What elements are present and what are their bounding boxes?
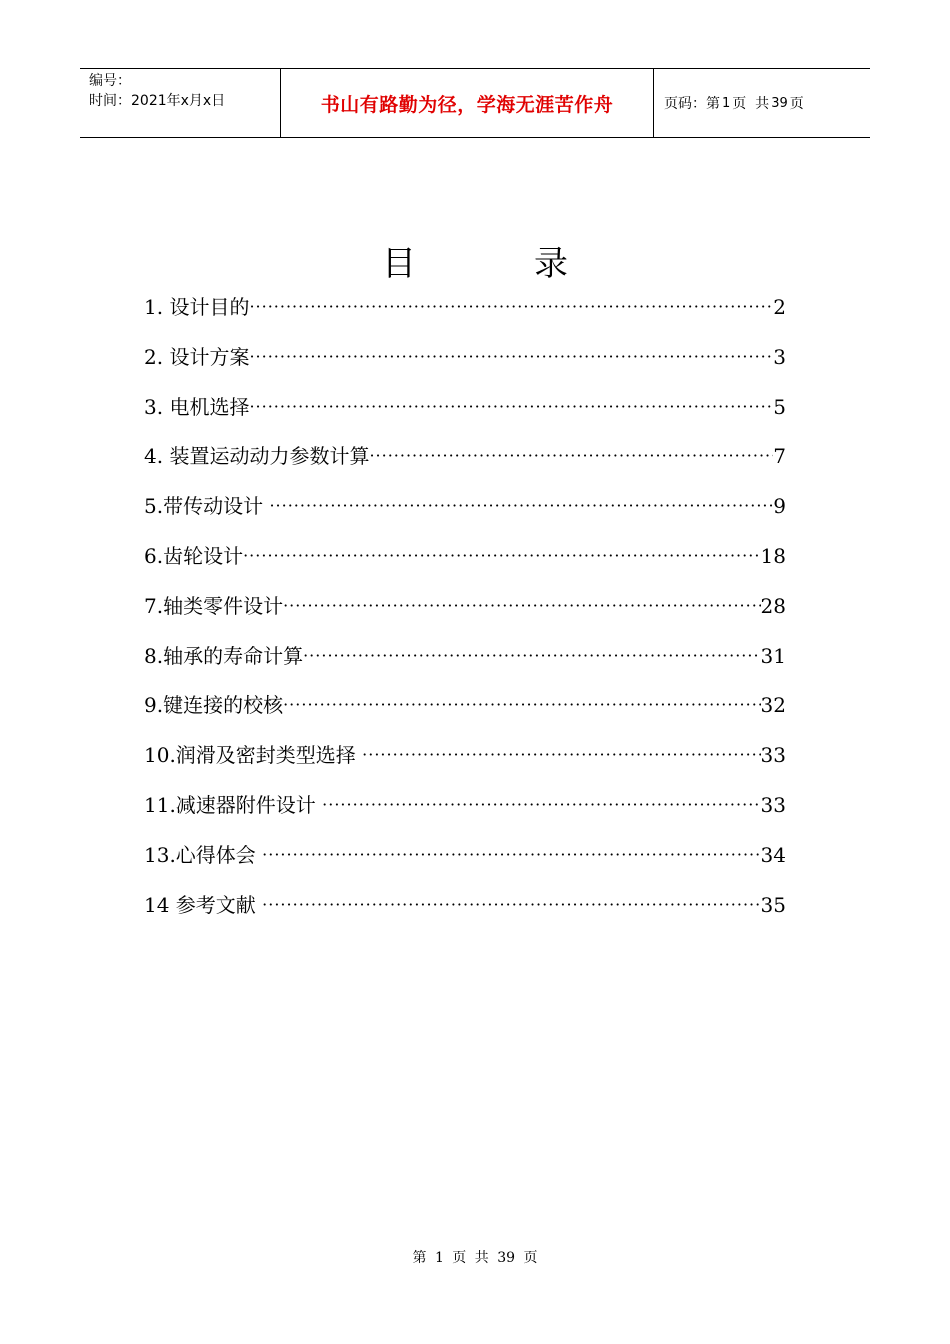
page-header (80, 68, 870, 138)
toc-entry-label: 2. 设计方案 (144, 344, 250, 369)
toc-entry[interactable] (144, 641, 786, 691)
toc-entry-leader-dots (283, 587, 760, 621)
header-meta-cell (80, 69, 281, 137)
header-motto: 书山有路勤为径，学海无涯苦作舟 (320, 93, 614, 116)
toc-entry[interactable] (144, 790, 786, 840)
header-page-current: 1 (722, 95, 731, 111)
toc-entry-leader-dots (249, 388, 773, 422)
toc-entry-label: 3. 电机选择 (144, 394, 250, 419)
toc-entry[interactable] (144, 441, 786, 491)
toc-entry-page-number: 35 (760, 892, 786, 917)
toc-entry-page-number: 32 (760, 693, 786, 718)
header-page-mid: 页 共 (732, 96, 770, 112)
header-page-suffix: 页 (789, 96, 804, 112)
toc-entry-leader-dots (249, 338, 773, 372)
toc-entry-leader-dots (283, 686, 760, 720)
toc-entry-page-number: 18 (760, 543, 786, 568)
toc-entry-label: 6.齿轮设计 (144, 543, 244, 568)
page-footer: 第 1 页 共 39 页 (412, 1250, 538, 1266)
toc-entry[interactable] (144, 392, 786, 442)
toc-entry-label: 11.减速器附件设计 (144, 792, 323, 817)
toc-entry[interactable] (144, 690, 786, 740)
toc-entry-page-number: 3 (773, 344, 786, 369)
toc-entry-label: 9.键连接的校核 (144, 693, 284, 718)
toc-entry-label: 7.轴类零件设计 (144, 593, 284, 618)
toc-title-char-2: 录 (534, 244, 568, 284)
toc-entry-leader-dots (262, 836, 760, 870)
toc-entry-page-number: 34 (760, 842, 786, 867)
toc-entry-label: 4. 装置运动动力参数计算 (144, 444, 370, 469)
toc-entry[interactable] (144, 840, 786, 890)
toc-entry-label: 10.润滑及密封类型选择 (144, 743, 363, 768)
document-time-label: 时间：2021年x月x日 (89, 93, 226, 109)
header-motto-cell (281, 69, 654, 137)
toc-entry-leader-dots (322, 786, 760, 820)
document-number-label: 编号： (89, 73, 131, 89)
toc-entry-page-number: 33 (760, 792, 786, 817)
toc-entry[interactable] (144, 292, 786, 342)
toc-entry-label: 8.轴承的寿命计算 (144, 643, 304, 668)
toc-entry-label: 13.心得体会 (144, 842, 263, 867)
toc-entry-label: 14 参考文献 (144, 892, 263, 917)
toc-entry-leader-dots (362, 736, 760, 770)
toc-title-char-1: 目 (382, 244, 416, 284)
header-page-cell (654, 69, 870, 137)
toc-entry-page-number: 5 (773, 394, 786, 419)
header-page-total: 39 (771, 95, 788, 111)
toc-entry-page-number: 31 (760, 643, 786, 668)
toc-entry[interactable] (144, 740, 786, 790)
toc-entry-page-number: 28 (760, 593, 786, 618)
toc-entry-leader-dots (303, 637, 760, 671)
toc-entry[interactable] (144, 541, 786, 591)
toc-entry-page-number: 7 (773, 444, 786, 469)
table-of-contents (144, 292, 786, 939)
toc-entry-leader-dots (243, 537, 760, 571)
toc-entry-page-number: 33 (760, 743, 786, 768)
toc-entry-leader-dots (262, 886, 760, 920)
toc-entry-label: 1. 设计目的 (144, 295, 250, 319)
toc-entry[interactable] (144, 491, 786, 541)
toc-entry-page-number: 9 (773, 494, 786, 519)
toc-entry-page-number: 2 (773, 295, 786, 319)
toc-entry[interactable] (144, 591, 786, 641)
toc-entry-label: 5.带传动设计 (144, 494, 270, 519)
toc-title (0, 236, 950, 285)
toc-entry-leader-dots (249, 288, 773, 322)
header-page-prefix: 页码：第 (664, 96, 720, 112)
toc-entry[interactable] (144, 890, 786, 940)
toc-entry-leader-dots (269, 487, 773, 521)
toc-entry[interactable] (144, 342, 786, 392)
toc-entry-leader-dots (369, 437, 773, 471)
